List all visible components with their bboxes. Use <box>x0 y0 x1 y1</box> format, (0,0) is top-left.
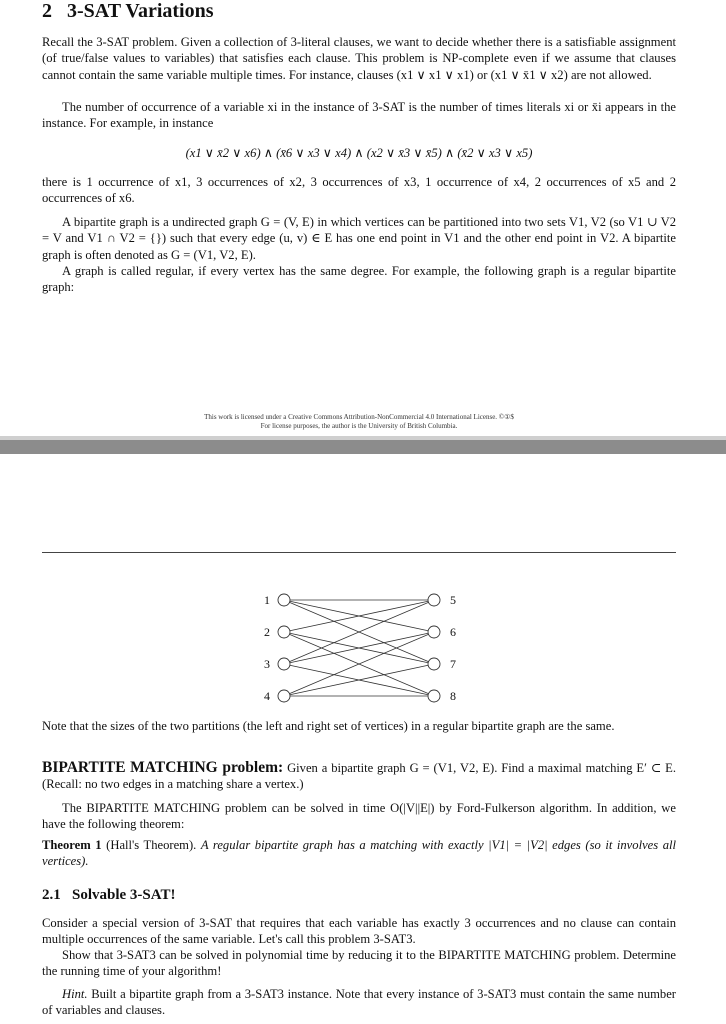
theorem-text: A regular bipartite graph has a matching with exactly |V1| = |V2| edges (so it involves all vertices). <box>42 838 677 869</box>
subsection-title: Solvable 3-SAT! <box>72 887 176 903</box>
formula-example: (x1 ∨ x̄2 ∨ x6) ∧ (x̄6 ∨ x3 ∨ x4) ∧ (x2 ∨ x̄3 ∨ x̄5) ∧ (x̄2 ∨ x3 ∨ x5) <box>185 146 533 160</box>
hint-text: Built a bipartite graph from a 3-SAT3 instance. Note that every instance of 3-SAT3 must contain the same number of variables and clauses. <box>42 987 676 1018</box>
hint-label: Hint. <box>62 987 88 1001</box>
graph-label-4: 4 <box>264 689 270 703</box>
license-footer <box>42 413 676 431</box>
paragraph-task: Show that 3-SAT3 can be solved in polynomial time by reducing it to the BIPARTITE MATCHING problem. Determine the running time of your algorithm! <box>42 948 676 979</box>
paragraph-hint <box>42 986 676 1019</box>
subsection-number: 2.1 <box>42 887 61 903</box>
graph-node-4 <box>278 690 290 702</box>
bipartite-matching-text: Given a bipartite graph G = (V1, V2, E). Find a maximal matching E′ ⊂ E. (Recall: no two edges in a matching share a vertex.) <box>42 761 676 792</box>
license-line-2: For license purposes, the author is the University of British Columbia. <box>260 422 458 430</box>
graph-label-1: 1 <box>264 593 270 607</box>
graph-node-1 <box>278 594 290 606</box>
graph-edges <box>284 600 434 696</box>
graph-label-8: 8 <box>450 689 456 703</box>
paragraph-partition-sizes: Note that the sizes of the two partitions (the left and right set of vertices) in a regular bipartite graph are the same. <box>42 719 615 733</box>
graph-label-2: 2 <box>264 625 270 639</box>
section-number: 2 <box>42 0 52 22</box>
graph-label-6: 6 <box>450 625 456 639</box>
paragraph-regular-definition: A graph is called regular, if every vertex has the same degree. For example, the following graph is a regular bipartite graph: <box>42 264 676 295</box>
theorem-name: (Hall's Theorem). <box>101 838 201 852</box>
theorem-halls <box>42 837 676 870</box>
paragraph-intro: Recall the 3-SAT problem. Given a collection of 3-literal clauses, we want to decide whether there is a satisfiable assignment (of true/false values to variables) that satisfies each clause. This problem is NP-complete even if we assume that clauses cannot contain the same variable multiple times. For instance, clauses (x1 ∨ x1 ∨ x1) or (x1 ∨ x̄1 ∨ x2) are not allowed. <box>42 35 676 82</box>
graph-node-3 <box>278 658 290 670</box>
bipartite-matching-heading: BIPARTITE MATCHING problem: <box>42 759 284 776</box>
graph-label-3: 3 <box>264 657 270 671</box>
section-title: 3-SAT Variations <box>67 0 214 22</box>
graph-label-7: 7 <box>450 657 456 671</box>
paragraph-3sat3-definition: Consider a special version of 3-SAT that requires that each variable has exactly 3 occurrences and no clause can contain multiple occurrences of the same variable. Let's call this problem 3-SAT3. <box>42 916 676 947</box>
section-heading <box>42 0 214 22</box>
paragraph-occurrence: The number of occurrence of a variable xi in the instance of 3-SAT is the number of times literals xi or x̄i appears in the instance. For example, in instance <box>42 100 676 131</box>
page-break-band <box>0 440 726 454</box>
page-top-rule <box>42 552 676 553</box>
graph-node-8 <box>428 690 440 702</box>
subsection-heading <box>42 887 175 904</box>
regular-bipartite-graph <box>250 588 470 710</box>
theorem-label: Theorem 1 <box>42 838 102 852</box>
paragraph-bipartite-matching <box>42 760 676 793</box>
paragraph-occurrence-counts: there is 1 occurrence of x1, 3 occurrences of x2, 3 occurrences of x3, 1 occurrence of x4, 2 occurrences of x5 and 2 occurrences of x6. <box>42 175 676 206</box>
graph-node-6 <box>428 626 440 638</box>
graph-node-5 <box>428 594 440 606</box>
graph-node-2 <box>278 626 290 638</box>
graph-node-7 <box>428 658 440 670</box>
graph-label-5: 5 <box>450 593 456 607</box>
paragraph-bipartite-definition: A bipartite graph is a undirected graph G = (V, E) in which vertices can be partitioned into two sets V1, V2 (so V1 ∪ V2 = V and V1 ∩ V2 = {}) such that every edge (u, v) ∈ E has one end point in V1 and the other end point in V2. A bipartite graph is often denoted as G = (V1, V2, E). <box>42 215 676 262</box>
paragraph-ford-fulkerson: The BIPARTITE MATCHING problem can be solved in time O(|V||E|) by Ford-Fulkerson algorithm. In addition, we have the following theorem: <box>42 801 676 832</box>
license-line-1: This work is licensed under a Creative Commons Attribution-NonCommercial 4.0 International License. ©①$ <box>204 413 514 421</box>
